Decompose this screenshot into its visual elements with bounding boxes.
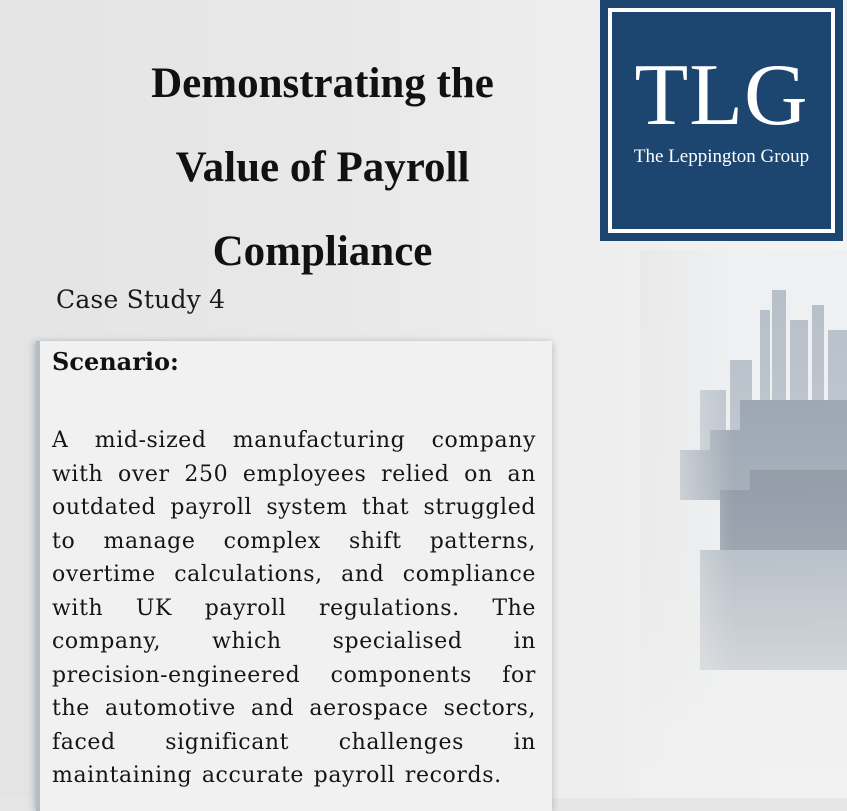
logo-company-name: The Leppington Group <box>633 146 810 167</box>
city-skyline-image <box>640 250 847 798</box>
scenario-body-text: A mid-sized manufacturing company with over 250 employees relied on an outdated payroll system that struggled to manage complex shift patterns, overtime calculations, and compliance with UK payroll regulations. The company, which specialised in precision-engineered components for the automotive and aerospace sectors, faced significant challenges in maintaining accurate payroll records. <box>52 428 536 788</box>
scenario-heading: Scenario: <box>52 347 179 376</box>
company-logo <box>600 0 843 241</box>
title-line-2: Value of Payroll <box>175 144 470 191</box>
title-line-3: Compliance <box>212 228 433 275</box>
case-study-label: Case Study 4 <box>56 285 226 314</box>
document-title <box>60 42 585 294</box>
logo-monogram: TLG <box>634 47 809 144</box>
title-line-1: Demonstrating the <box>151 60 494 107</box>
